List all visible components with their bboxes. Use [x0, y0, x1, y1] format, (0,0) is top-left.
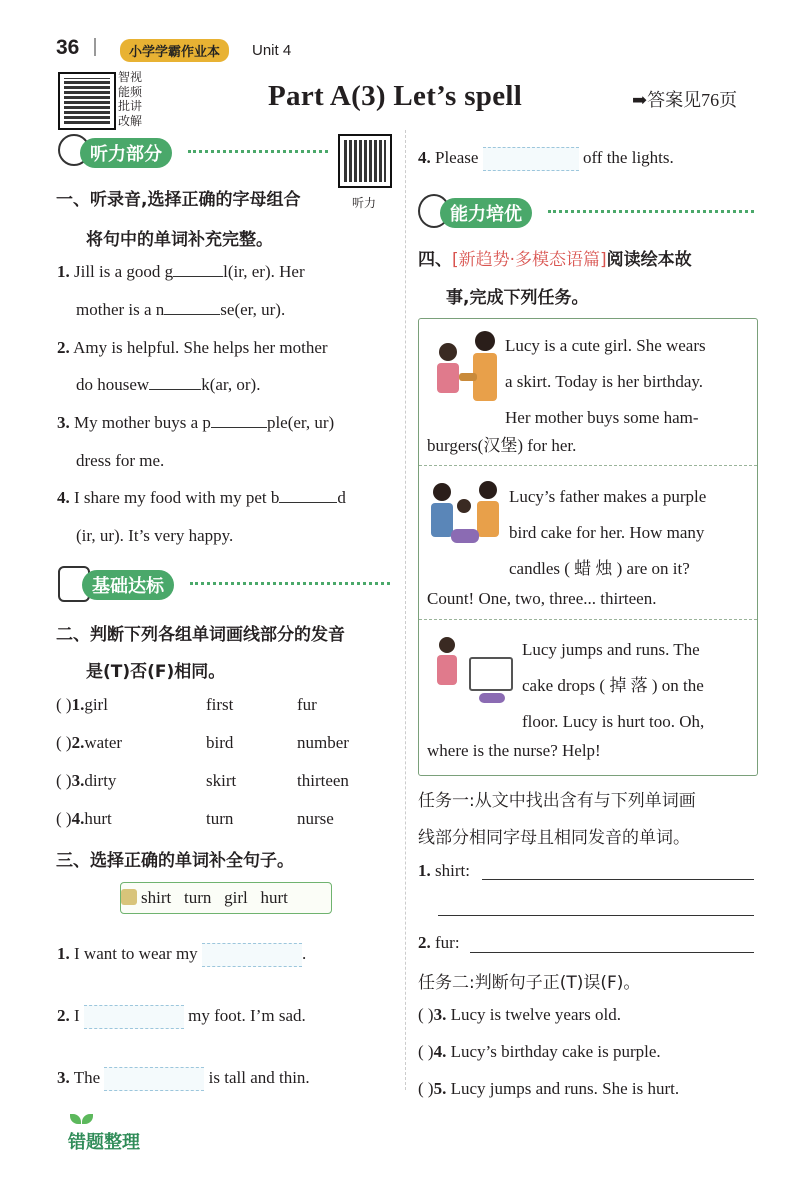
qr-caption: 智视能频批讲改解 [118, 70, 143, 128]
q1-item-4: 4. I share my food with my pet b d [57, 488, 346, 507]
q4-heading-line1: 四、[新趋势·多模态语篇]阅读绘本故 [418, 250, 692, 270]
section-dots [190, 582, 390, 585]
q2-row: ( )4.hurt turn nurse [56, 809, 334, 828]
unit-label: Unit 4 [252, 42, 292, 59]
word-bank [120, 882, 332, 914]
task2-item-3: ( )3. Lucy is twelve years old. [418, 1005, 622, 1024]
q1-item-3: 3. My mother buys a p ple(er, ur) [57, 413, 335, 432]
q3-item-1: 1. I want to wear my . [57, 943, 306, 967]
q1-heading-line2: 将句中的单词补充完整。 [86, 230, 273, 250]
illustration-mother-girl [427, 327, 507, 417]
answer-paren[interactable]: ( ) [56, 733, 72, 752]
listening-qr-icon[interactable] [338, 134, 392, 188]
q2-heading-line2: 是(T)否(F)相同。 [86, 662, 226, 682]
q1-item-2: 2. Amy is helpful. She helps her mother [57, 338, 328, 357]
answer-blank[interactable] [211, 427, 267, 428]
answer-box[interactable] [483, 147, 579, 171]
q2-row: ( )3.dirty skirt thirteen [56, 771, 349, 790]
q1-item-1-line2: mother is a n se(er, ur). [76, 300, 286, 319]
task1-item-1: 1. shirt: [418, 861, 470, 880]
q4-heading-line2: 事,完成下列任务。 [446, 288, 589, 308]
q1-item-2-line2: do housew k(ar, or). [76, 375, 261, 394]
q2-heading-line1: 二、判断下列各组单词画线部分的发音 [56, 625, 345, 645]
answer-blank[interactable] [279, 502, 337, 503]
illustration-girl-dropped-cake [425, 631, 517, 715]
section-dots [548, 210, 754, 213]
answer-box[interactable] [84, 1005, 184, 1029]
story-p3-last: where is the nurse? Help! [427, 741, 601, 760]
story-p1-last: burgers(汉堡) for her. [427, 436, 577, 455]
page-number: 36 [56, 36, 80, 59]
section-dots [188, 150, 328, 153]
header-divider [94, 38, 96, 56]
q2-row: ( )1.girl first fur [56, 695, 317, 714]
listening-section-title: 听力部分 [80, 138, 172, 168]
story-p3: Lucy jumps and runs. The cake drops ( 掉 落 ) on the floor. Lucy is hurt too. Oh, [522, 640, 705, 731]
answer-line[interactable] [470, 952, 754, 953]
answer-blank[interactable] [164, 314, 220, 315]
answer-paren[interactable]: ( ) [418, 1042, 434, 1061]
q1-item-1: 1. Jill is a good g l(ir, er). Her [57, 262, 305, 281]
task1-item-2: 2. fur: [418, 933, 460, 952]
answer-paren[interactable]: ( ) [418, 1005, 434, 1024]
story-p2-last: Count! One, two, three... thirteen. [427, 589, 657, 608]
task2-item-5: ( )5. Lucy jumps and runs. She is hurt. [418, 1079, 680, 1098]
answer-box[interactable] [202, 943, 302, 967]
task2-heading: 任务二:判断句子正(T)误(F)。 [418, 973, 641, 993]
picture-book-story [418, 318, 758, 776]
panel-divider [419, 619, 757, 620]
q3-item-4: 4. Please off the lights. [418, 147, 674, 171]
illustration-family-cake [427, 477, 507, 557]
q3-heading: 三、选择正确的单词补全句子。 [56, 851, 294, 871]
panel-divider [419, 465, 757, 466]
task1-heading-line1: 任务一:从文中找出含有与下列单词画 [418, 791, 696, 811]
word-bank-words: shirt turn girl hurt [141, 888, 288, 907]
q2-row: ( )2.water bird number [56, 733, 349, 752]
qr-code-icon[interactable] [58, 72, 116, 130]
q1-item-4-line2: (ir, ur). It’s very happy. [76, 526, 234, 545]
mistake-review-label: 错题整理 [68, 1132, 140, 1153]
ability-section-title: 能力培优 [440, 198, 532, 228]
answer-paren[interactable]: ( ) [56, 771, 72, 790]
q3-item-2: 2. I my foot. I’m sad. [57, 1005, 306, 1029]
answer-blank[interactable] [173, 276, 223, 277]
q1-heading-line1: 一、听录音,选择正确的字母组合 [56, 190, 301, 210]
listening-qr-label: 听力 [352, 196, 377, 210]
story-p1: Lucy is a cute girl. She wears a skirt. Today is her birthday. Her mother buys some ham- [505, 336, 706, 427]
answer-line[interactable] [438, 915, 754, 916]
pencil-icon [121, 889, 137, 905]
page-title: Part A(3) Let’s spell [268, 80, 523, 112]
answer-blank[interactable] [149, 389, 201, 390]
basics-section-title: 基础达标 [82, 570, 174, 600]
answer-box[interactable] [104, 1067, 204, 1091]
answer-paren[interactable]: ( ) [56, 809, 72, 828]
leaf-icon [70, 1114, 94, 1126]
answer-reference: ➡答案见76页 [632, 90, 738, 110]
answer-paren[interactable]: ( ) [56, 695, 72, 714]
answer-paren[interactable]: ( ) [418, 1079, 434, 1098]
q3-item-3: 3. The is tall and thin. [57, 1067, 310, 1091]
q1-item-3-line2: dress for me. [76, 451, 165, 470]
book-badge: 小学学霸作业本 [120, 39, 229, 62]
story-p2: Lucy’s father makes a purple bird cake for her. How many candles ( 蜡 烛 ) are on it? [509, 487, 707, 578]
task2-item-4: ( )4. Lucy’s birthday cake is purple. [418, 1042, 661, 1061]
task1-heading-line2: 线部分相同字母且相同发音的单词。 [418, 828, 690, 848]
column-divider [405, 130, 407, 1090]
answer-line[interactable] [482, 879, 754, 880]
